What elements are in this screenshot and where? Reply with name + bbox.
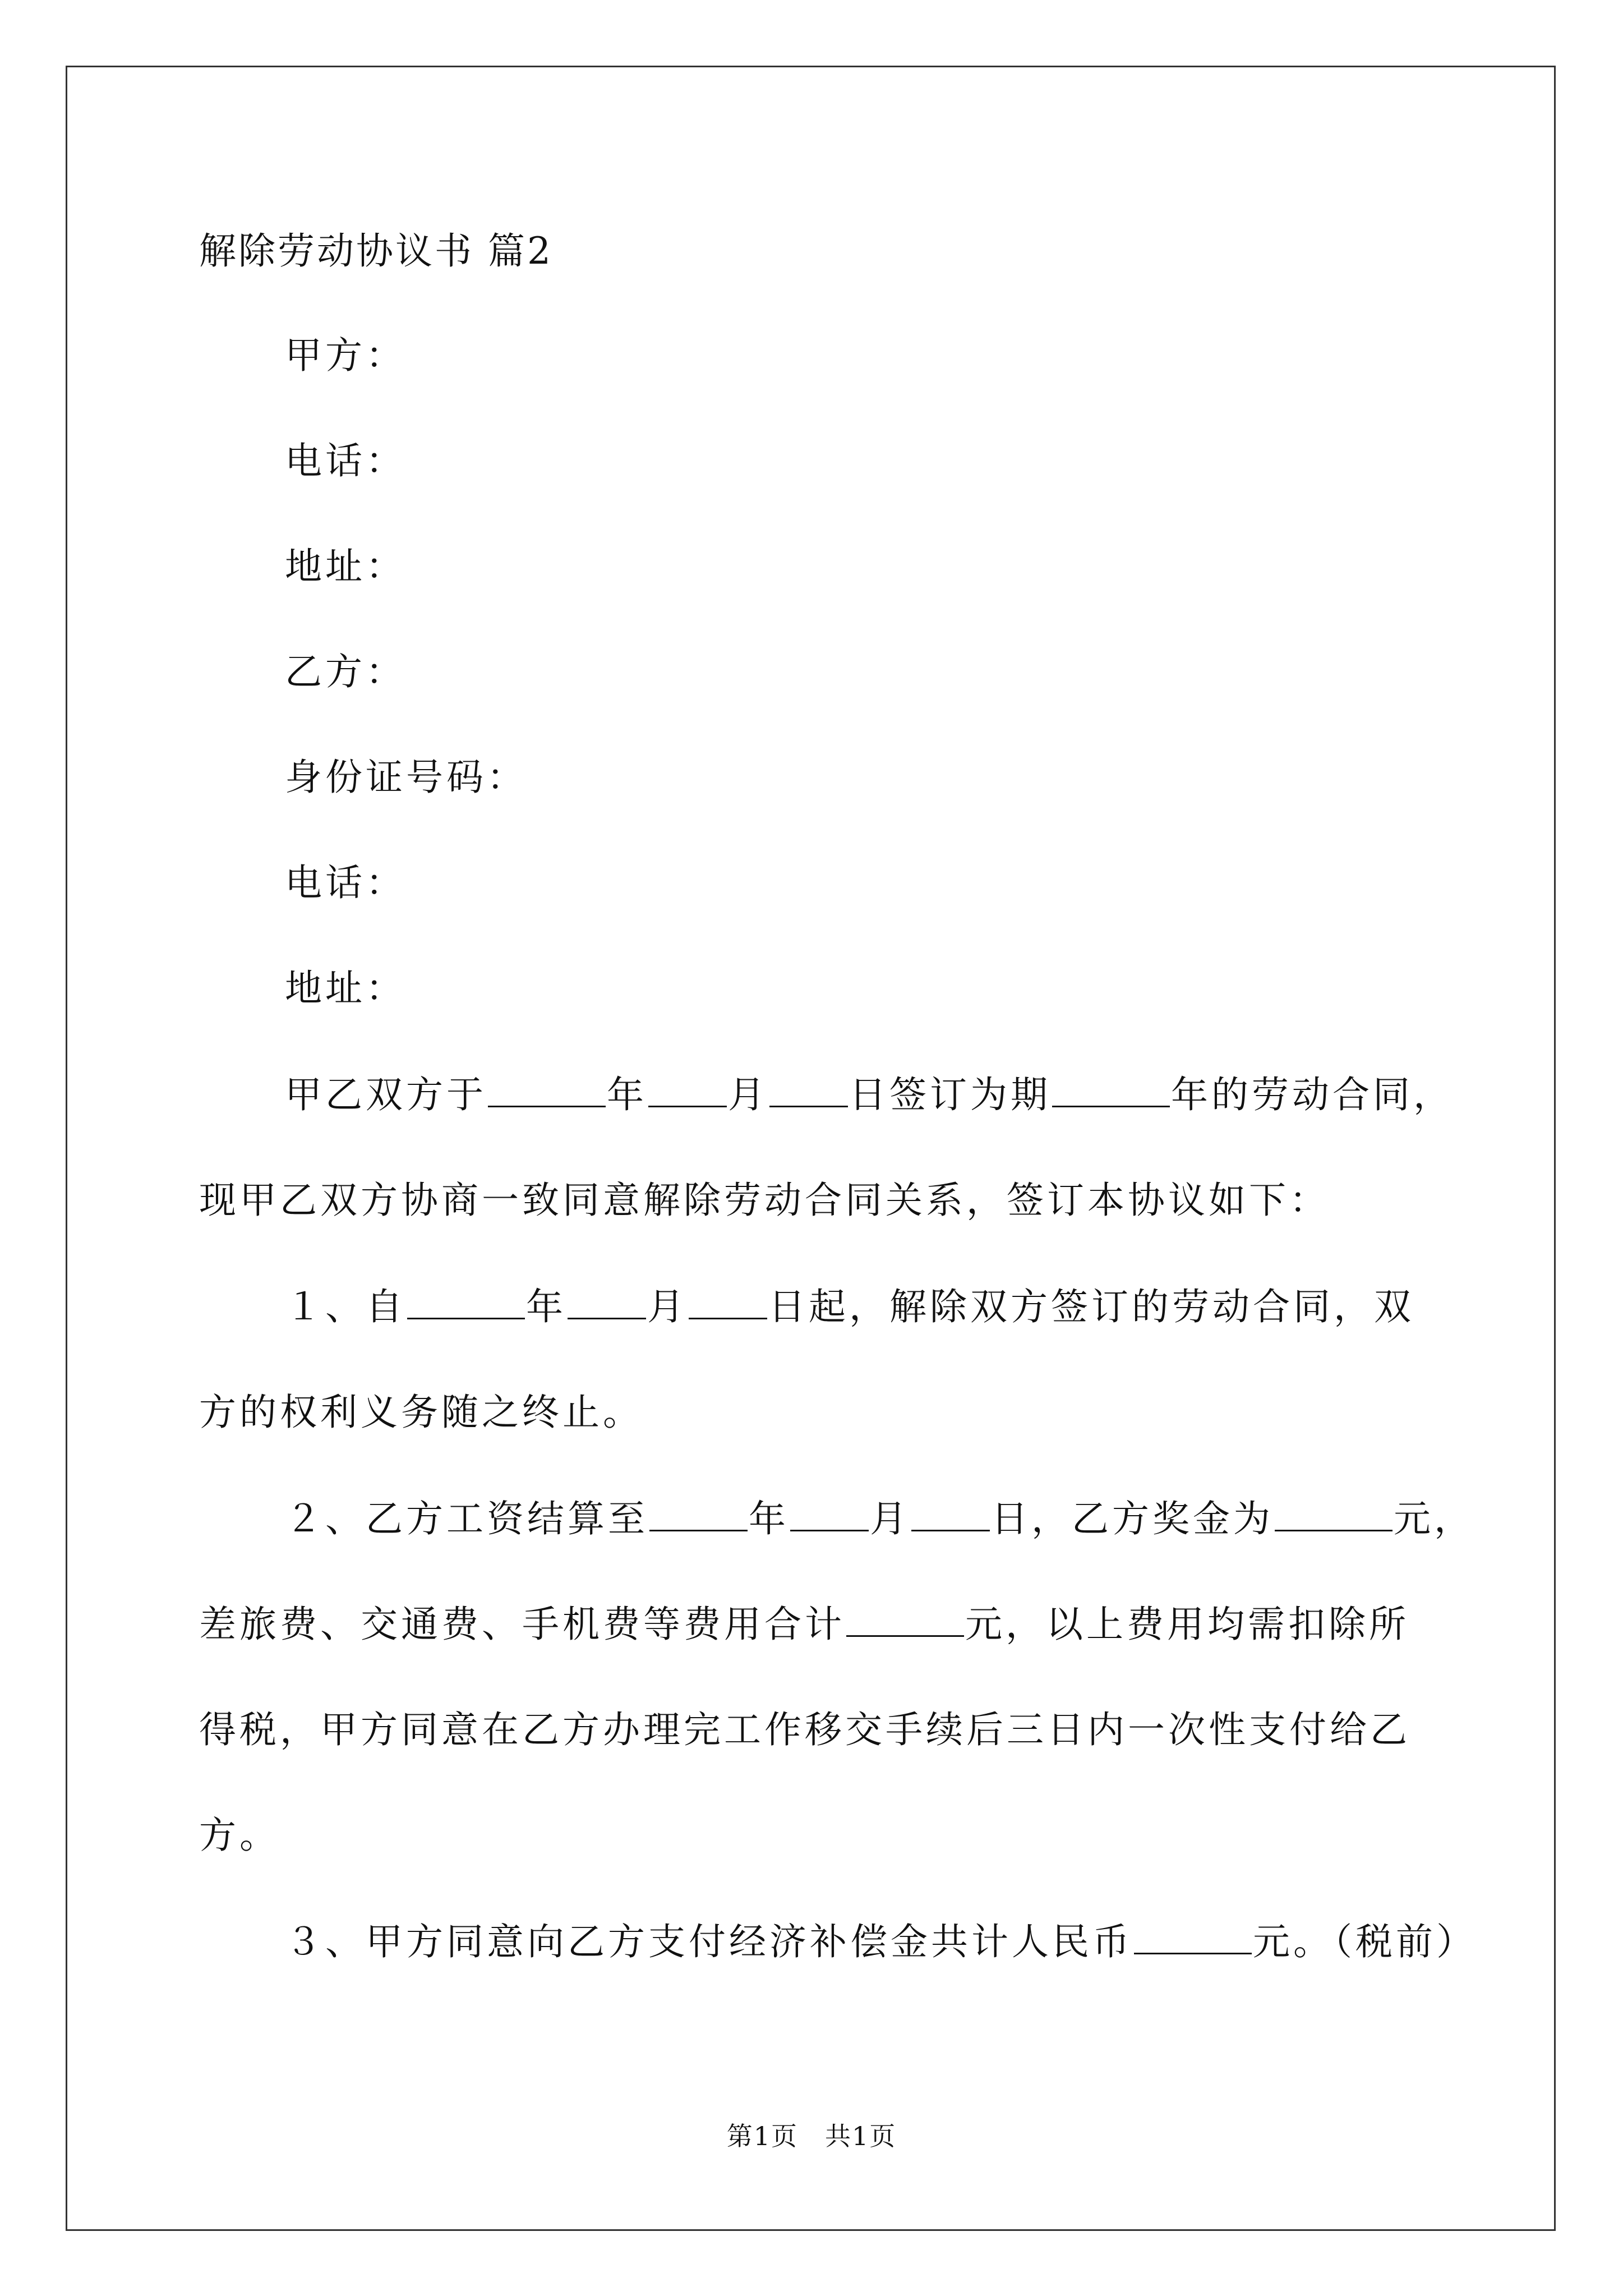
party-a-label: 甲方： xyxy=(285,334,406,377)
phone-b-label: 电话： xyxy=(285,861,406,904)
page-number-footer: 第1页 共1页 xyxy=(726,2121,897,2151)
clause-2-text-e: 元， xyxy=(1394,1497,1474,1540)
clause-1-text-a: １、自 xyxy=(285,1285,406,1328)
clause-2-text-a: ２、乙方工资结算至 xyxy=(285,1497,648,1540)
intro-line-2: 现甲乙双方协商一致同意解除劳动合同关系，签订本协议如下： xyxy=(199,1179,1330,1222)
clause-2-year-blank[interactable] xyxy=(649,1497,748,1531)
page-border xyxy=(66,66,1556,2231)
intro-text-a: 甲乙双方于 xyxy=(285,1073,487,1116)
intro-text-b: 年 xyxy=(607,1073,647,1116)
clause-2-day-blank[interactable] xyxy=(911,1497,990,1531)
clause-2-line-1 xyxy=(285,1497,1474,1542)
compensation-amount-blank[interactable] xyxy=(1134,1920,1252,1954)
clause-2-text-d: 日，乙方奖金为 xyxy=(991,1497,1274,1540)
clause-3-text-b: 元。（税前） xyxy=(1253,1920,1477,1963)
term-years-blank[interactable] xyxy=(1052,1073,1170,1107)
clause-3-text-a: ３、甲方同意向乙方支付经济补偿金共计人民币 xyxy=(285,1920,1133,1963)
year-blank[interactable] xyxy=(488,1073,606,1107)
clause-2-line-4: 方。 xyxy=(199,1814,280,1857)
clause-1-month-blank[interactable] xyxy=(568,1285,646,1319)
clause-1-line-2: 方的权利义务随之终止。 xyxy=(199,1391,643,1434)
clause-3-line-1 xyxy=(285,1920,1477,1964)
clause-2-month-blank[interactable] xyxy=(790,1497,869,1531)
clause-2-line-2-text-b: 元，以上费用均需扣除所 xyxy=(965,1603,1409,1646)
clause-1-day-blank[interactable] xyxy=(689,1285,767,1319)
intro-text-d: 日签订为期 xyxy=(849,1073,1051,1116)
clause-2-line-3: 得税，甲方同意在乙方办理完工作移交手续后三日内一次性支付给乙 xyxy=(199,1708,1410,1751)
bonus-amount-blank[interactable] xyxy=(1275,1497,1393,1531)
document-title: 解除劳动协议书 篇2 xyxy=(199,229,553,273)
clause-1-text-b: 年 xyxy=(526,1285,566,1328)
clause-2-text-b: 年 xyxy=(749,1497,789,1540)
clause-2-line-2 xyxy=(199,1602,1409,1647)
clause-2-text-c: 月 xyxy=(870,1497,910,1540)
clause-1-year-blank[interactable] xyxy=(407,1285,525,1319)
intro-line-1 xyxy=(285,1073,1454,1117)
clause-2-line-2-text-a: 差旅费、交通费、手机费等费用合计 xyxy=(199,1603,845,1646)
expenses-amount-blank[interactable] xyxy=(846,1603,964,1637)
clause-1-line-1 xyxy=(285,1285,1414,1329)
party-b-label: 乙方： xyxy=(285,650,406,693)
phone-a-label: 电话： xyxy=(285,439,406,482)
intro-text-e: 年的劳动合同， xyxy=(1171,1073,1454,1116)
id-number-label: 身份证号码： xyxy=(285,756,527,799)
day-blank[interactable] xyxy=(769,1073,848,1107)
clause-1-text-d: 日起，解除双方签订的劳动合同，双 xyxy=(768,1285,1414,1328)
intro-text-c: 月 xyxy=(728,1073,768,1116)
month-blank[interactable] xyxy=(648,1073,727,1107)
clause-1-text-c: 月 xyxy=(647,1285,688,1328)
address-a-label: 地址： xyxy=(285,545,406,588)
address-b-label: 地址： xyxy=(285,967,406,1010)
